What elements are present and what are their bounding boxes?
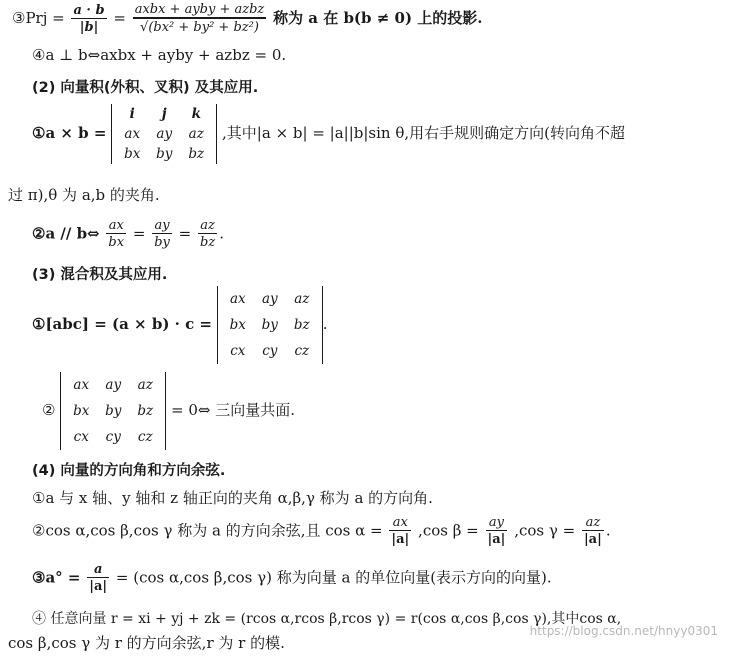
- perpendicular-line: [32, 46, 286, 64]
- det-cell: cz: [294, 343, 310, 359]
- parallel-frac-z: [198, 218, 217, 251]
- section-heading-4: (4) 向量的方向角和方向余弦.: [32, 463, 226, 479]
- det-cell: bx: [229, 317, 246, 333]
- det-cell: ay: [105, 377, 122, 393]
- unit-text: = (cos α,cos β,cos γ) 称为向量 a 的单位向量(表示方向的向量).: [115, 568, 552, 587]
- period: .: [219, 224, 224, 243]
- dircos-text: ②cos α,cos β,cos γ 称为 a 的方向余弦,且 cos α =: [32, 521, 383, 540]
- det-cell: ax: [124, 126, 141, 142]
- frac-den: |b|: [79, 19, 99, 35]
- cross-product-line: [32, 104, 625, 164]
- equals: =: [178, 224, 192, 243]
- det-cell: bz: [293, 317, 310, 333]
- det-cell: cy: [262, 343, 278, 359]
- coplanar-determinant: [60, 372, 166, 450]
- parallel-frac-y: [152, 218, 172, 251]
- det-cell: ay: [156, 126, 173, 142]
- coplanar-text: = 0⇔ 三向量共面.: [171, 401, 296, 419]
- projection-coord-fraction: [133, 2, 267, 36]
- equals: =: [132, 224, 146, 243]
- projection-line: ③Prj = $\frac{a \cdot b}{|b|}$ = $\frac{\text{axbx + ayby + azbz}}{\text{√(bx² + by² + bz²)}}$ 称为 a 在 b(b ≠ 0) 上的投影.: [12, 2, 483, 35]
- frac-den: |a|: [89, 579, 108, 594]
- det-cell: bx: [73, 403, 90, 419]
- det-cell: bx: [124, 146, 141, 162]
- frac-num: axbx + ayby + azbz: [134, 2, 265, 17]
- det-cell: az: [137, 377, 153, 393]
- cos-beta-fraction: [486, 515, 508, 548]
- frac-num: ax: [106, 218, 126, 234]
- unit-prefix: ③a° =: [32, 568, 81, 587]
- det-cell: az: [188, 126, 204, 142]
- unit-vector-line: [32, 562, 552, 595]
- projection-fraction: [71, 3, 106, 36]
- cos-alpha-fraction: [389, 515, 411, 548]
- dircos-mid: ,cos γ =: [514, 521, 576, 540]
- mixed-product-line: [32, 286, 328, 364]
- frac-den: |a|: [487, 532, 506, 547]
- dircos-mid: ,cos β =: [418, 521, 479, 540]
- frac-den: |a|: [391, 532, 410, 547]
- coplanar-line: [42, 372, 295, 450]
- det-cell: by: [261, 317, 278, 333]
- det-cell: by: [156, 146, 173, 162]
- parallel-prefix: ②a // b⇔: [32, 224, 100, 243]
- any-vector-line: ④ 任意向量 r = xi + yj + zk = (rcos α,rcos β,rcos γ) = r(cos α,cos β,cos γ),其中cos α,: [32, 611, 622, 627]
- frac-num: ax: [389, 515, 411, 531]
- frac-den: |a|: [583, 532, 602, 547]
- section-heading-2: (2) 向量积(外积、叉积) 及其应用.: [32, 80, 259, 96]
- mixed-determinant: [217, 286, 323, 364]
- period: .: [605, 521, 611, 540]
- frac-num: az: [582, 515, 604, 531]
- det-cell: ax: [229, 291, 246, 307]
- frac-den: by: [154, 235, 170, 250]
- frac-num: ay: [152, 218, 172, 234]
- cross-determinant: [111, 104, 217, 164]
- perpendicular-text: ④a ⊥ b⇔axbx + ayby + azbz = 0.: [32, 46, 287, 64]
- parallel-line: [32, 218, 224, 251]
- det-cell: ay: [261, 291, 278, 307]
- det-cell: cx: [230, 343, 246, 359]
- det-cell: i: [129, 106, 135, 122]
- det-cell: bz: [137, 403, 154, 419]
- det-cell: ax: [73, 377, 90, 393]
- det-cell: k: [191, 106, 201, 122]
- det-cell: az: [294, 291, 310, 307]
- frac-den: bz: [200, 235, 216, 250]
- det-cell: cx: [73, 429, 89, 445]
- parallel-frac-x: [106, 218, 126, 251]
- item-number: ②: [42, 401, 56, 419]
- section-heading-3: (3) 混合积及其应用.: [32, 267, 168, 283]
- period: .: [322, 315, 328, 333]
- det-cell: j: [161, 106, 167, 122]
- unit-fraction: [87, 562, 109, 595]
- frac-den: √(bx² + by² + bz²): [133, 18, 267, 36]
- frac-num: az: [198, 218, 217, 234]
- det-cell: by: [105, 403, 122, 419]
- watermark: https://blog.csdn.net/hnyy0301: [529, 624, 718, 638]
- prj-label: Prj: [25, 9, 48, 27]
- det-cell: cz: [137, 429, 153, 445]
- projection-text: 称为 a 在 b(b ≠ 0) 上的投影.: [273, 9, 483, 27]
- frac-num: a: [87, 562, 109, 578]
- direction-cosine-line: [32, 515, 611, 548]
- item-number: ③: [12, 9, 26, 27]
- cos-gamma-fraction: [582, 515, 604, 548]
- det-cell: bz: [188, 146, 205, 162]
- frac-num: a · b: [73, 2, 105, 18]
- cross-prefix: ①a × b =: [32, 124, 107, 142]
- direction-angle-line: ①a 与 x 轴、y 轴和 z 轴正向的夹角 α,β,γ 称为 a 的方向角.: [32, 489, 433, 507]
- det-cell: cy: [105, 429, 121, 445]
- any-vector-continuation: cos β,cos γ 为 r 的方向余弦,r 为 r 的模.: [8, 634, 285, 652]
- frac-num: ay: [486, 515, 508, 531]
- frac-den: bx: [108, 235, 125, 250]
- cross-text: ,其中|a × b| = |a||b|sin θ,用右手规则确定方向(转向角不超: [222, 124, 625, 142]
- cross-continuation: 过 π),θ 为 a,b 的夹角.: [8, 186, 160, 204]
- mixed-prefix: ①[abc] = (a × b) · c =: [32, 315, 212, 333]
